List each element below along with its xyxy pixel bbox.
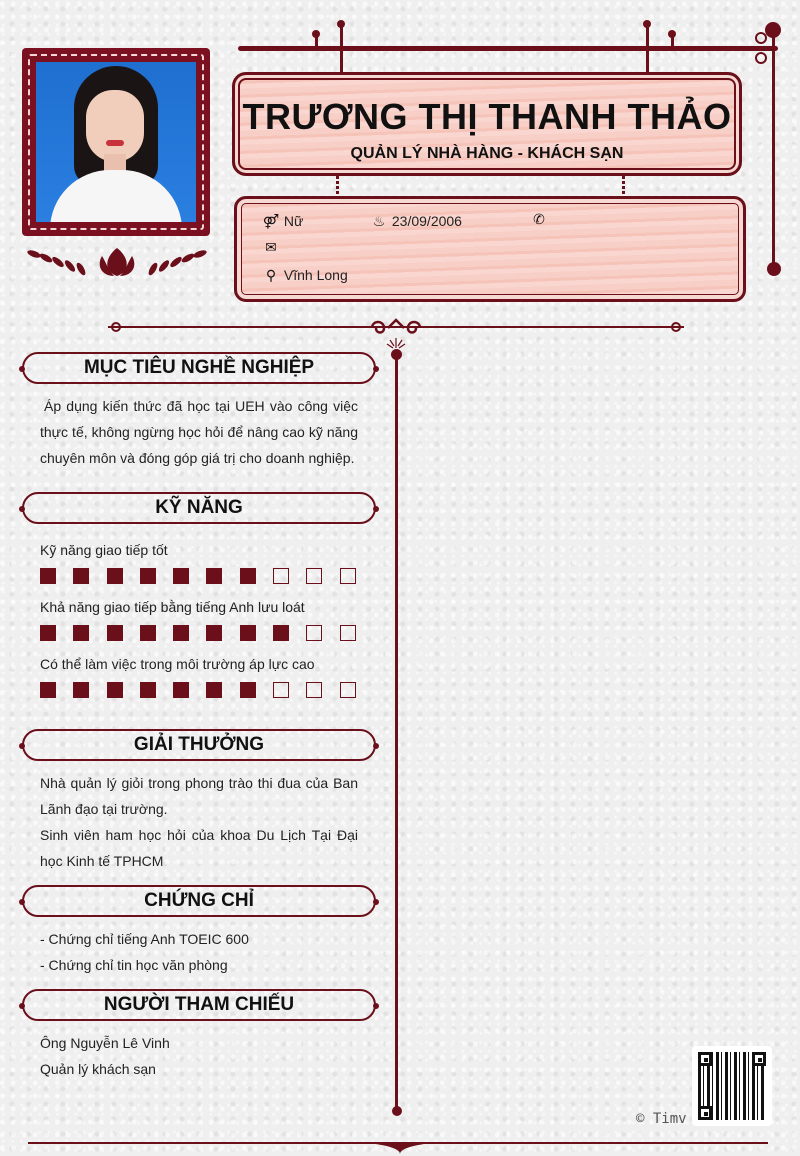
skill-level-square bbox=[306, 682, 322, 698]
profile-photo-frame bbox=[22, 48, 210, 236]
column-divider bbox=[395, 352, 398, 1112]
email-row bbox=[262, 239, 280, 256]
qr-code[interactable] bbox=[692, 1046, 772, 1126]
full-name: TRƯƠNG THỊ THANH THẢO bbox=[242, 96, 732, 137]
phone-row bbox=[530, 211, 548, 228]
location-pin-icon: ⚲ bbox=[265, 267, 277, 283]
scroll-ornament-right-icon bbox=[664, 318, 688, 336]
skill-level-square bbox=[273, 682, 289, 698]
gender-row bbox=[262, 213, 303, 230]
top-bar bbox=[238, 46, 778, 51]
right-post bbox=[772, 30, 775, 270]
skill-level-square bbox=[73, 568, 89, 584]
birthday-row bbox=[370, 213, 462, 230]
birthday-value: 23/09/2006 bbox=[391, 213, 462, 229]
scroll-ornament-left-icon bbox=[104, 318, 128, 336]
skill-level-square bbox=[73, 625, 89, 641]
skill-level-square bbox=[173, 625, 189, 641]
reference-item: Quản lý khách sạn bbox=[40, 1061, 156, 1077]
skill-level-square bbox=[273, 625, 289, 641]
section-title-certificates: CHỨNG CHỈ bbox=[22, 885, 376, 917]
gender-value: Nữ bbox=[283, 213, 304, 229]
skill-level-square bbox=[306, 625, 322, 641]
skill-level-square bbox=[40, 625, 56, 641]
reference-item: Ông Nguyễn Lê Vinh bbox=[40, 1035, 170, 1051]
skill-level-square bbox=[107, 568, 123, 584]
skill-level-square bbox=[107, 625, 123, 641]
contact-info-sign bbox=[234, 196, 746, 302]
footer-ornament-icon bbox=[360, 1140, 440, 1156]
laurel-ornament-icon bbox=[24, 242, 210, 280]
phone-icon: ✆ bbox=[533, 211, 545, 227]
skill-label: Có thể làm việc trong môi trường áp lực cao bbox=[40, 656, 315, 672]
certificate-item: - Chứng chỉ tin học văn phòng bbox=[40, 957, 228, 973]
skill-label: Khả năng giao tiếp bằng tiếng Anh lưu loát bbox=[40, 599, 305, 615]
skill-level-square bbox=[73, 682, 89, 698]
address-row bbox=[262, 267, 348, 284]
skill-level-square bbox=[340, 625, 356, 641]
address-value: Vĩnh Long bbox=[283, 267, 348, 283]
skill-level-square bbox=[340, 568, 356, 584]
skill-level-square bbox=[240, 568, 256, 584]
skill-level-bar bbox=[40, 625, 373, 641]
objective-text: Áp dụng kiến thức đã học tại UEH vào công việc thực tế, không ngừng học hỏi để nâng cao kỹ năng chuyên môn và đóng góp giá trị cho doanh nghiệp. bbox=[40, 398, 358, 466]
skill-level-square bbox=[206, 568, 222, 584]
skill-level-square bbox=[40, 568, 56, 584]
skill-level-square bbox=[306, 568, 322, 584]
skill-level-square bbox=[140, 682, 156, 698]
skill-level-square bbox=[273, 568, 289, 584]
skill-level-square bbox=[240, 625, 256, 641]
section-title-references: NGƯỜI THAM CHIẾU bbox=[22, 989, 376, 1021]
email-icon: ✉ bbox=[265, 239, 277, 255]
section-title-awards: GIẢI THƯỞNG bbox=[22, 729, 376, 761]
skill-level-bar bbox=[40, 568, 373, 584]
skill-level-square bbox=[140, 568, 156, 584]
certificate-item: - Chứng chỉ tiếng Anh TOEIC 600 bbox=[40, 931, 249, 947]
skill-level-square bbox=[173, 682, 189, 698]
skill-level-square bbox=[240, 682, 256, 698]
profile-photo bbox=[36, 62, 196, 222]
skill-level-square bbox=[173, 568, 189, 584]
section-title-objective: MỤC TIÊU NGHỀ NGHIỆP bbox=[22, 352, 376, 384]
award-item: Nhà quản lý giỏi trong phong trào thi đua của Ban Lãnh đạo tại trường. bbox=[40, 775, 358, 817]
job-title: QUẢN LÝ NHÀ HÀNG - KHÁCH SẠN bbox=[350, 145, 624, 162]
skill-level-square bbox=[140, 625, 156, 641]
watermark: © Timv bbox=[636, 1111, 687, 1127]
skill-level-bar bbox=[40, 682, 373, 698]
award-item: Sinh viên ham học hỏi của khoa Du Lịch Tại Đại học Kinh tế TPHCM bbox=[40, 827, 358, 869]
birthday-cake-icon: ♨ bbox=[372, 213, 386, 229]
skill-level-square bbox=[107, 682, 123, 698]
gender-icon: ⚤ bbox=[262, 213, 280, 229]
skill-level-square bbox=[40, 682, 56, 698]
skill-level-square bbox=[206, 682, 222, 698]
section-title-skills: KỸ NĂNG bbox=[22, 492, 376, 524]
skill-level-square bbox=[340, 682, 356, 698]
skill-level-square bbox=[206, 625, 222, 641]
skill-label: Kỹ năng giao tiếp tốt bbox=[40, 542, 168, 558]
